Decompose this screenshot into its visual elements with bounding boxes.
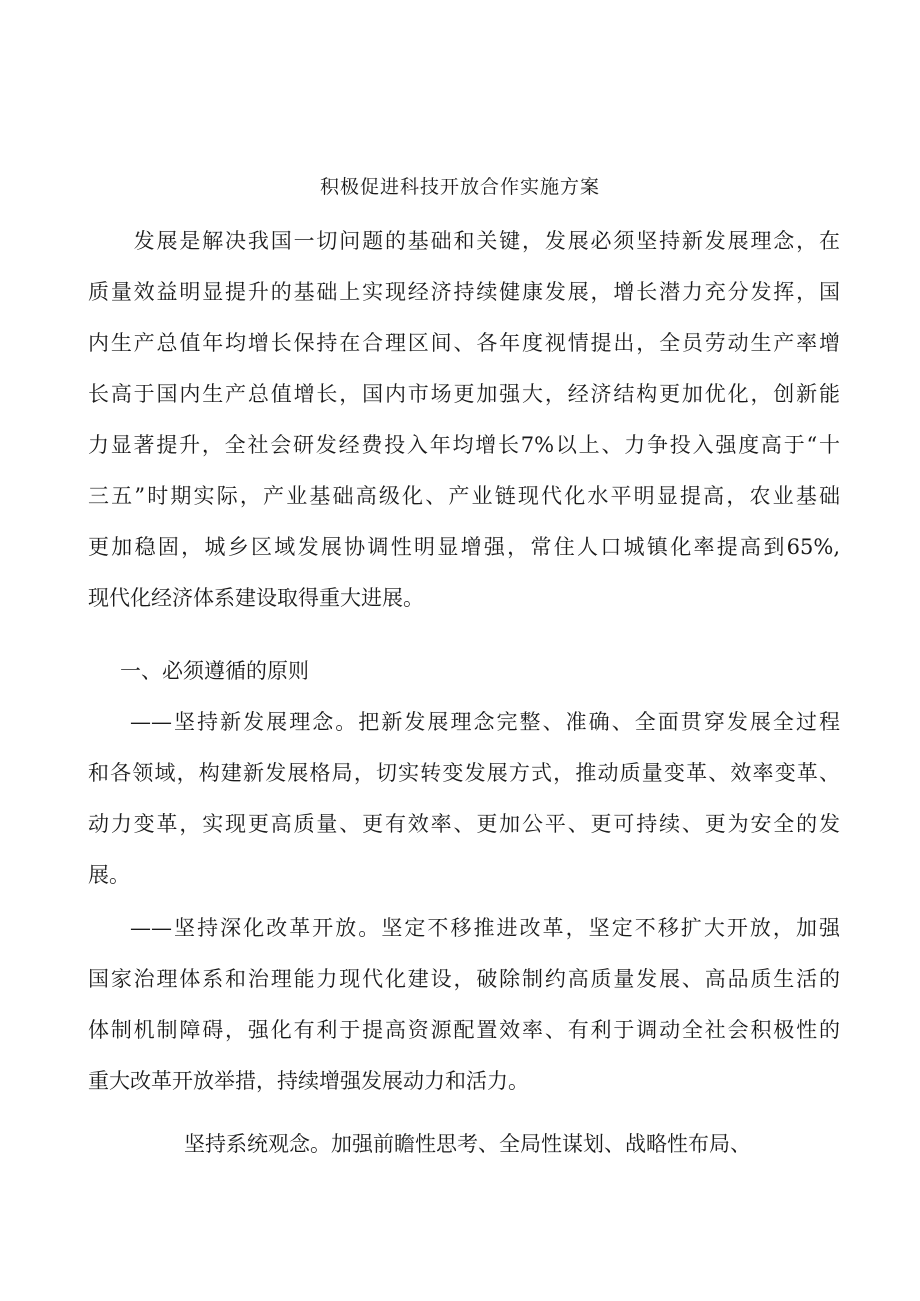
principle-2-line: 重大改革开放举措，持续增强发展动力和活力。 <box>88 1069 529 1093</box>
section-heading: 一、必须遵循的原则 <box>120 659 309 683</box>
principle-2-line: ——坚持深化改革开放。坚定不移推进改革，坚定不移扩大开放，加强 <box>130 916 840 940</box>
principle-1-paragraph-first <box>130 697 840 748</box>
intro-line: 质量效益明显提升的基础上实现经济持续健康发展，增长潜力充分发挥，国 <box>88 280 840 304</box>
intro-line: 力显著提升，全社会研发经费投入年均增长7%以上、力争投入强度高于“十 <box>88 433 840 457</box>
principle-2-line: 国家治理体系和治理能力现代化建设，破除制约高质量发展、高品质生活的 <box>88 967 840 991</box>
principle-2-paragraph <box>88 954 840 1107</box>
intro-line: 三五”时期实际，产业基础高级化、产业链现代化水平明显提高，农业基础 <box>88 484 840 508</box>
principle-1-line: 和各领域，构建新发展格局，切实转变发展方式，推动质量变革、效率变革、 <box>88 761 840 785</box>
principle-1-line: 动力变革，实现更高质量、更有效率、更加公平、更可持续、更为安全的发 <box>88 812 840 836</box>
intro-line: 现代化经济体系建设取得重大进展。 <box>88 586 424 610</box>
principle-1-line: 展。 <box>88 863 130 887</box>
principle-3-partial-line: 坚持系统观念。加强前瞻性思考、全局性谋划、战略性布局、 <box>184 1132 751 1156</box>
intro-line: 长高于国内生产总值增长，国内市场更加强大，经济结构更加优化，创新能 <box>88 382 840 406</box>
principle-2-paragraph-first <box>130 903 840 954</box>
intro-line: 内生产总值年均增长保持在合理区间、各年度视情提出，全员劳动生产率增 <box>88 331 840 355</box>
document-title: 积极促进科技开放合作实施方案 <box>319 176 600 198</box>
intro-paragraph <box>88 216 840 624</box>
principle-2-line: 体制机制障碍，强化有利于提高资源配置效率、有利于调动全社会积极性的 <box>88 1018 840 1042</box>
intro-line: 更加稳固，城乡区域发展协调性明显增强，常住人口城镇化率提高到65%, <box>88 535 840 559</box>
principle-1-line: ——坚持新发展理念。把新发展理念完整、准确、全面贯穿发展全过程 <box>130 710 840 734</box>
intro-line: 发展是解决我国一切问题的基础和关键，发展必须坚持新发展理念，在 <box>88 229 840 253</box>
principle-1-paragraph <box>88 748 840 901</box>
